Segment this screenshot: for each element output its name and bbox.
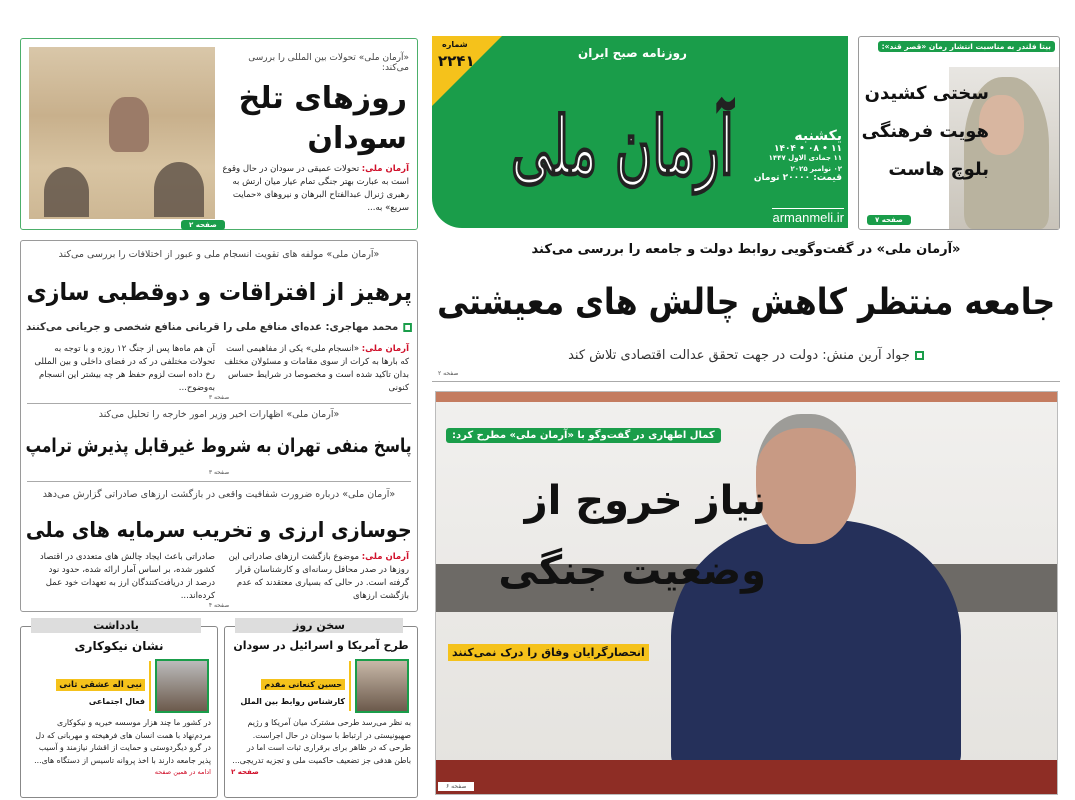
editorial-title: طرح آمریکا و اسرائیل در سودان	[233, 639, 409, 652]
website[interactable]: armanmeli.ir	[772, 210, 844, 225]
sudan-title-line: سودان	[307, 121, 407, 156]
culture-kicker: بیتا فلندر به مناسبت انتشار رمان «قصر قند»:	[878, 41, 1055, 52]
main-headline[interactable]: جامعه منتظر کاهش چالش های معیشتی	[436, 282, 1056, 323]
unity-headline[interactable]: پرهیز از افتراقات و دوقطبی سازی	[26, 278, 412, 306]
page-ref[interactable]: صفحه ۴	[208, 602, 230, 609]
body-text: تحولات عمیقی در سودان در حال وقوع است به عبارت بهتر جنگی تمام عیار میان ارتش به رهبری ژنرال عبدالفتاح البرهان و نیروهای «حمایت سریع» به...	[222, 164, 409, 213]
date-lunar: ۱۱ جمادی الاول ۱۴۴۷	[768, 154, 842, 162]
unity-col-1	[223, 343, 409, 395]
author-photo	[155, 659, 209, 713]
note-title-row	[25, 639, 213, 653]
title-line: سختی کشیدن	[864, 83, 989, 104]
currency-col-2: صادراتی باعث ایجاد چالش های متعددی در اقتصاد کشور شده، بر اساس آمار ارائه شده، حدود نود درصد از دریافت‌کنندگان ارز به تعهدات خود عمل کرده‌اند...	[39, 552, 215, 601]
bullet-icon	[403, 323, 412, 332]
issue-label: شماره	[442, 40, 468, 49]
sudan-title-line: روزهای تلخ	[238, 81, 407, 116]
masthead	[432, 36, 848, 228]
newspaper-logo-wrap	[510, 76, 735, 216]
trump-kicker-row	[25, 409, 413, 420]
man-head	[756, 414, 856, 544]
date-gregorian: ۰۲ نوامبر ۲۰۲۵	[790, 165, 842, 173]
unity-sub-row	[25, 321, 413, 333]
sudan-kicker: «آرمان ملی» تحولات بین المللی را بررسی می‌کند:	[248, 53, 409, 73]
author-photo	[355, 659, 409, 713]
note-body: در کشور ما چند هزار موسسه خیریه و نیکوکاری مردم‌نهاد با همت انسان های فرهیخته و مهربانی که دل در گرو دیگردوستی و حمایت از اقشار نیازمند و آسیب پذیر جامعه دارند با اخذ پروانه تاسیس از دستگاه های...	[34, 718, 211, 765]
interview-sub: انحصارگرایان وفاق را درک نمی‌کنند	[448, 644, 649, 661]
author-role: کارشناس روابط بین الملل	[240, 697, 345, 706]
currency-col-1	[223, 551, 409, 603]
interview-kicker: کمال اطهاری در گفت‌وگو با «آرمان ملی» مطرح کرد:	[446, 428, 721, 443]
page-ref[interactable]: صفحه ۶	[438, 782, 474, 791]
lead-label: آرمان ملی:	[361, 552, 409, 562]
unity-col-2: آن هم ماه‌ها پس از جنگ ۱۲ روزه و با توجه به تحولات مختلفی در که در فضای داخلی و بین المللی رخ داده است لزوم حفظ هر چه بیشتر این انسجام به‌وضوح...	[34, 344, 215, 393]
main-sub	[568, 348, 924, 363]
title-line: بلوچ هاست	[888, 159, 989, 180]
page-ref[interactable]: صفحه ۳	[208, 469, 230, 476]
main-kicker: «آرمان ملی» در گفت‌وگویی روابط دولت و جامعه را بررسی می‌کند	[531, 242, 961, 257]
note-title: نشان نیکوکاری	[74, 639, 164, 653]
shadow-figure	[44, 167, 89, 217]
currency-kicker-row	[25, 489, 413, 500]
sudan-body	[219, 163, 409, 215]
unity-kicker-row	[25, 249, 413, 260]
main-kicker-row	[436, 242, 1056, 257]
main-sub-row	[436, 348, 1056, 363]
main-headline-row	[436, 278, 1056, 328]
lead-label: آرمان ملی:	[361, 344, 409, 354]
editorial-title-row	[229, 639, 413, 652]
bullet-icon	[915, 351, 924, 360]
sudan-title	[239, 79, 407, 159]
sudan-story[interactable]	[20, 38, 418, 230]
wall-stripe	[436, 392, 1057, 402]
section-label: سخن روز	[235, 618, 403, 633]
left-stories	[20, 240, 418, 612]
shadow-figure	[154, 162, 204, 217]
page-ref[interactable]: صفحه ۷	[867, 215, 911, 225]
tagline: روزنامه صبح ایران	[578, 46, 687, 60]
culture-story[interactable]	[858, 36, 1060, 230]
trump-headline-row	[25, 431, 413, 461]
page-ref[interactable]: صفحه ۲	[181, 220, 225, 230]
currency-headline[interactable]: جوسازی ارزی و تخریب سرمایه های ملی	[26, 518, 412, 542]
editorial-column[interactable]	[224, 619, 418, 798]
currency-headline-row	[25, 513, 413, 547]
title-line: هویت فرهنگی	[861, 121, 989, 142]
title-line: نیاز خروج از	[524, 478, 766, 524]
unity-headline-row	[25, 273, 413, 311]
trump-kicker: «آرمان ملی» اظهارات اخیر وزیر امور خارجه را تحلیل می‌کند	[98, 409, 340, 420]
note-text-flow	[27, 717, 211, 776]
sudan-photo	[29, 47, 215, 219]
interview-title	[446, 466, 766, 606]
accent-bar	[349, 661, 351, 711]
sub-text: جواد آرین منش: دولت در جهت تحقق عدالت اقتصادی تلاش کند	[568, 348, 910, 363]
newspaper-logo: آرمان ملی	[511, 99, 734, 193]
child-figure	[109, 97, 149, 152]
accent-bar	[149, 661, 151, 711]
divider	[432, 381, 1060, 382]
sub-text: محمد مهاجری: عده‌ای منافع ملی را قربانی منافع شخصی و جریانی می‌کنند	[26, 321, 399, 333]
divider	[27, 403, 411, 404]
continue-link[interactable]: ادامه در همین صفحه	[154, 768, 211, 776]
currency-kicker: «آرمان ملی» درباره ضرورت شفافیت واقعی در بازگشت ارزهای صادراتی گزارش می‌دهد	[42, 489, 396, 500]
title-line: وضعیت جنگی	[498, 548, 766, 594]
interview-story[interactable]	[435, 391, 1058, 795]
editorial-body: به نظر می‌رسد طرحی مشترک میان آمریکا و رژیم صهیونیستی در ارتباط با سودان در حال اجراست. طرحی که در ظاهر برای برقراری ثبات است اما در باطن هدفی جز تضعیف حاکمیت ملی و تجزیه تدریجی...	[232, 718, 411, 765]
editorial-text-flow	[231, 717, 411, 776]
note-column[interactable]	[20, 619, 218, 798]
unity-kicker: «آرمان ملی» مولفه های تقویت انسجام ملی و عبور از اختلافات را بررسی می‌کند	[58, 249, 380, 260]
weekday: یکشنبه	[794, 128, 842, 144]
culture-title	[862, 75, 989, 189]
date-solar: ۱۱ • ۰۸ • ۱۴۰۴	[773, 144, 842, 154]
issue-number: ۲۲۴۱	[438, 52, 475, 70]
author-name: حسین کنعانی مقدم	[261, 679, 345, 690]
body-text: موضوع بازگشت ارزهای صادراتی این روزها در صدر محافل رسانه‌ای و کارشناسان قرار گرفته است. در حالی که بسیاری معتقدند که عدم بازگشت ارزهای	[228, 552, 409, 601]
author-role: فعال اجتماعی	[88, 697, 145, 706]
divider	[27, 481, 411, 482]
page-ref[interactable]: صفحه ۳	[208, 394, 230, 401]
page-ref[interactable]: صفحه ۲	[438, 370, 459, 377]
trump-headline[interactable]: پاسخ منفی تهران به شروط غیرقابل پذیرش ترامپ	[25, 435, 413, 457]
section-label: یادداشت	[31, 618, 201, 633]
table	[436, 760, 1057, 795]
body-text: «انسجام ملی» یکی از مفاهیمی است که بارها به کرات از سوی مقامات و مسئولان مختلف بدان تاکید شده است و مخصوصا در شرایط حساس کنونی	[224, 344, 409, 393]
lead-label: آرمان ملی:	[361, 164, 409, 174]
unity-sub	[26, 321, 411, 333]
price: قیمت: ۲۰۰۰۰ تومان	[753, 173, 842, 183]
page-ref[interactable]: صفحه ۲	[231, 768, 259, 776]
date-block	[742, 128, 842, 183]
author-name: نبی اله عشقی ثانی	[56, 679, 145, 691]
